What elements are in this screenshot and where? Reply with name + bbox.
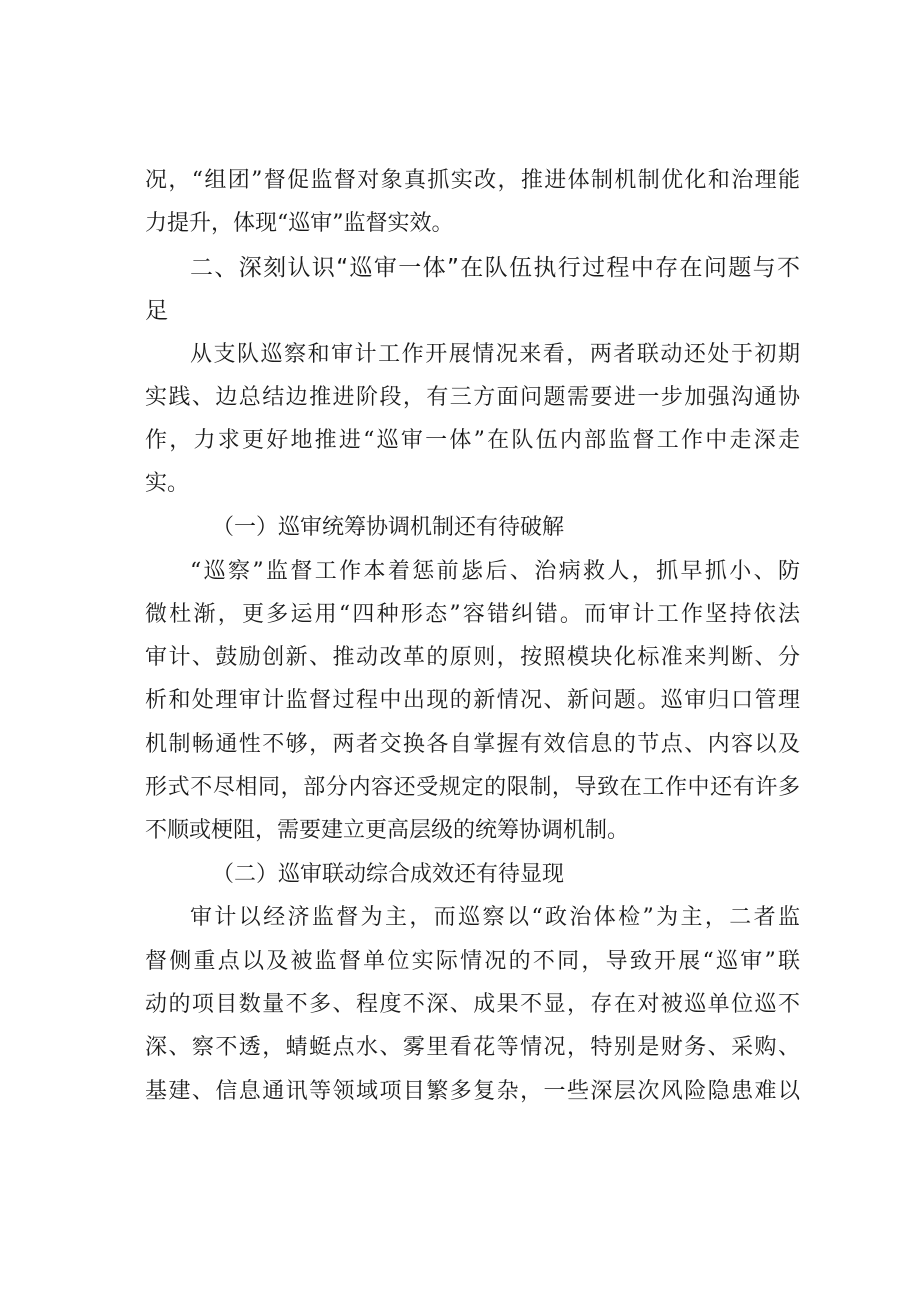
paragraph-line: 从支队巡察和审计工作开展情况来看，两者联动还处于初期 (190, 342, 800, 367)
paragraph-line: “巡察”监督工作本着惩前毖后、治病救人，抓早抓小、防 (190, 559, 800, 584)
paragraph-line: 督侧重点以及被监督单位实际情况的不同，导致开展“巡审”联 (145, 949, 800, 974)
paragraph-line: 机制畅通性不够，两者交换各自掌握有效信息的节点、内容以及 (145, 732, 800, 757)
paragraph-line: 析和处理审计监督过程中出现的新情况、新问题。巡审归口管理 (145, 688, 800, 713)
paragraph-line: 审计、鼓励创新、推动改革的原则，按照模块化标准来判断、分 (145, 645, 800, 670)
section-heading-line: 二、深刻认识“巡审一体”在队伍执行过程中存在问题与不 (190, 255, 800, 281)
paragraph-line: 不顺或梗阻，需要建立更高层级的统筹协调机制。 (145, 818, 630, 843)
paragraph-line: 动的项目数量不多、程度不深、成果不显，存在对被巡单位巡不 (145, 992, 800, 1017)
paragraph-line: 实践、边总结边推进阶段，有三方面问题需要进一步加强沟通协 (145, 385, 800, 410)
paragraph-line: 作，力求更好地推进“巡审一体”在队伍内部监督工作中走深走 (145, 428, 800, 453)
section-heading-line: 足 (145, 298, 168, 324)
paragraph-line: 微杜渐，更多运用“四种形态”容错纠错。而审计工作坚持依法 (145, 602, 800, 627)
paragraph-line: 深、察不透，蜻蜓点水、雾里看花等情况，特别是财务、采购、 (145, 1035, 800, 1060)
paragraph-line: 基建、信息通讯等领域项目繁多复杂，一些深层次风险隐患难以 (145, 1079, 800, 1104)
paragraph-line: 力提升，体现“巡审”监督实效。 (145, 211, 454, 236)
subsection-title: （一）巡审统筹协调机制还有待破解 (212, 515, 565, 540)
paragraph-line: 况，“组团”督促监督对象真抓实改，推进体制机制优化和治理能 (145, 168, 800, 193)
paragraph-line: 审计以经济监督为主，而巡察以“政治体检”为主，二者监 (190, 905, 800, 930)
paragraph-line: 实。 (145, 471, 190, 496)
paragraph-line: 形式不尽相同，部分内容还受规定的限制，导致在工作中还有许多 (145, 775, 800, 800)
subsection-title: （二）巡审联动综合成效还有待显现 (212, 862, 565, 887)
